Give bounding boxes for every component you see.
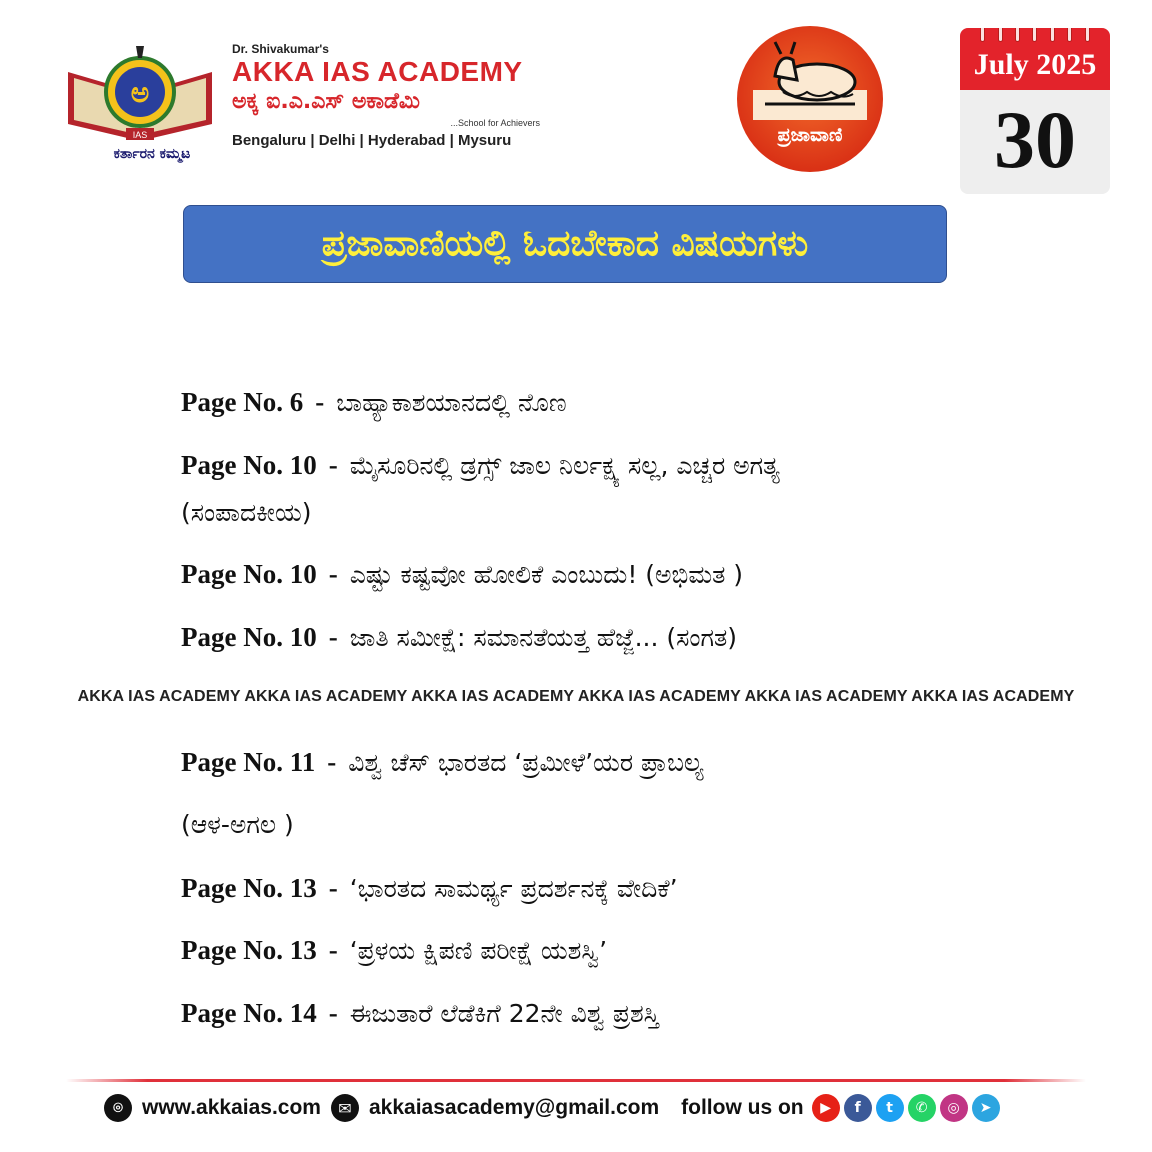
academy-cities: Bengaluru | Delhi | Hyderabad | Mysuru: [232, 132, 512, 149]
article-title: ಈಜುತಾರೆ ಲೆಡೆಕಿಗೆ 22ನೇ ವಿಶ್ವ ಪ್ರಶಸ್ತಿ: [349, 999, 660, 1028]
academy-motto: ...School for Achievers: [450, 118, 540, 128]
list-item: [181, 375, 1081, 430]
calendar-month: July 2025: [973, 48, 1097, 81]
article-title: ‘ಪ್ರಳಯ ಕ್ಷಿಪಣಿ ಪರೀಕ್ಷೆ ಯಶಸ್ವಿ’: [349, 936, 608, 965]
book-emblem-icon: [60, 40, 220, 150]
page-number: Page No. 10: [181, 450, 317, 480]
calendar-ring-icon: [1015, 28, 1020, 42]
follow-label: follow us on: [681, 1096, 804, 1119]
watermark-strip: AKKA IAS ACADEMY AKKA IAS ACADEMY AKKA IAS ACADEMY AKKA IAS ACADEMY AKKA IAS ACADEMY AKKA IAS ACADEMY: [77, 688, 1075, 705]
article-title: ವಿಶ್ವ ಚೆಸ್ ಭಾರತದ ‘ಪ್ರಮೀಳೆ’ಯರ ಪ್ರಾಬಲ್ಯ: [348, 748, 704, 777]
academy-founder: Dr. Shivakumar's: [232, 42, 329, 56]
svg-text:ಅ: ಅ: [130, 76, 150, 109]
prajavani-logo-text: ಪ್ರಜಾವಾಣಿ: [777, 124, 843, 146]
article-title: ಬಾಹ್ಯಾಕಾಶಯಾನದಲ್ಲಿ ನೊಣ: [336, 388, 567, 417]
calendar-ring-icon: [1067, 28, 1072, 42]
calendar-ring-icon: [1050, 28, 1055, 42]
academy-name-kannada: ಅಕ್ಕ ಐ.ಎ.ಎಸ್ ಅಕಾಡೆಮಿ: [232, 89, 420, 114]
email-link[interactable]: akkaiasacademy@gmail.com: [368, 1096, 660, 1119]
separator: -: [328, 559, 338, 589]
page-number: Page No. 14: [181, 998, 317, 1028]
footer-divider: [66, 1079, 1086, 1082]
calendar-ring-icon: [998, 28, 1003, 42]
separator: -: [328, 450, 338, 480]
topics-banner: [183, 205, 947, 283]
page-number: Page No. 6: [181, 387, 304, 417]
separator: -: [328, 622, 338, 652]
page-number: Page No. 10: [181, 622, 317, 652]
instagram-icon[interactable]: ◎: [940, 1094, 968, 1122]
article-title: ಎಷ್ಟು ಕಷ್ಟವೋ ಹೋಲಿಕೆ ಎಂಬುದು! (ಅಭಿಮತ ): [349, 560, 744, 589]
separator: -: [315, 387, 325, 417]
list-item: [181, 610, 1081, 665]
globe-icon: ⌾: [104, 1094, 132, 1122]
separator: -: [328, 998, 338, 1028]
page-number: Page No. 10: [181, 559, 317, 589]
academy-logo: [60, 40, 220, 170]
list-item: [181, 735, 1081, 790]
academy-name: AKKA IAS ACADEMY: [232, 56, 523, 87]
page-number: Page No. 13: [181, 935, 317, 965]
whatsapp-icon[interactable]: ✆: [908, 1094, 936, 1122]
calendar-ring-icon: [980, 28, 985, 42]
website-link[interactable]: www.akkaias.com: [142, 1096, 321, 1119]
svg-text:IAS: IAS: [132, 130, 148, 140]
banner-title: ಪ್ರಜಾವಾಣಿಯಲ್ಲಿ ಓದಬೇಕಾದ ವಿಷಯಗಳು: [321, 223, 809, 264]
nandi-bull-icon: [735, 24, 885, 174]
facebook-icon[interactable]: f: [844, 1094, 872, 1122]
article-title: ಮೈಸೂರಿನಲ್ಲಿ ಡ್ರಗ್ಸ್ ಜಾಲ ನಿರ್ಲಕ್ಷ್ಯ ಸಲ್ಲ, ಎಚ್ಚರ ಅಗತ್ಯ: [349, 451, 780, 480]
logo-tagline: ಕರ್ತಾರನ ಕಮ್ಮಟ: [113, 146, 191, 162]
calendar-day: 30: [994, 94, 1076, 185]
page-number: Page No. 13: [181, 873, 317, 903]
list-item: [181, 861, 1081, 916]
calendar-rings: [960, 28, 1110, 46]
list-item: [181, 923, 1081, 978]
article-title-continuation: (ಸಂಪಾದಕೀಯ): [181, 498, 312, 527]
article-title-continuation: (ಆಳ-ಅಗಲ ): [181, 810, 294, 839]
telegram-icon[interactable]: ➤: [972, 1094, 1000, 1122]
twitter-icon[interactable]: t: [876, 1094, 904, 1122]
prajavani-logo: [735, 24, 885, 174]
page-number: Page No. 11: [181, 747, 316, 777]
separator: -: [328, 935, 338, 965]
separator: -: [327, 747, 337, 777]
academy-title-block: [232, 42, 562, 149]
list-item: [181, 438, 1081, 493]
date-calendar: [960, 28, 1110, 194]
article-title: ಜಾತಿ ಸಮೀಕ್ಷೆ: ಸಮಾನತೆಯತ್ತ ಹೆಜ್ಜೆ... (ಸಂಗತ): [349, 623, 737, 652]
youtube-icon[interactable]: ▶: [812, 1094, 840, 1122]
list-item: [181, 986, 1081, 1041]
separator: -: [328, 873, 338, 903]
calendar-ring-icon: [1085, 28, 1090, 42]
list-item: [181, 547, 1081, 602]
mail-icon: ✉: [331, 1094, 359, 1122]
footer: [104, 1090, 1084, 1126]
calendar-ring-icon: [1032, 28, 1037, 42]
article-title: ‘ಭಾರತದ ಸಾಮರ್ಥ್ಯ ಪ್ರದರ್ಶನಕ್ಕೆ ವೇದಿಕೆ’: [349, 874, 678, 903]
